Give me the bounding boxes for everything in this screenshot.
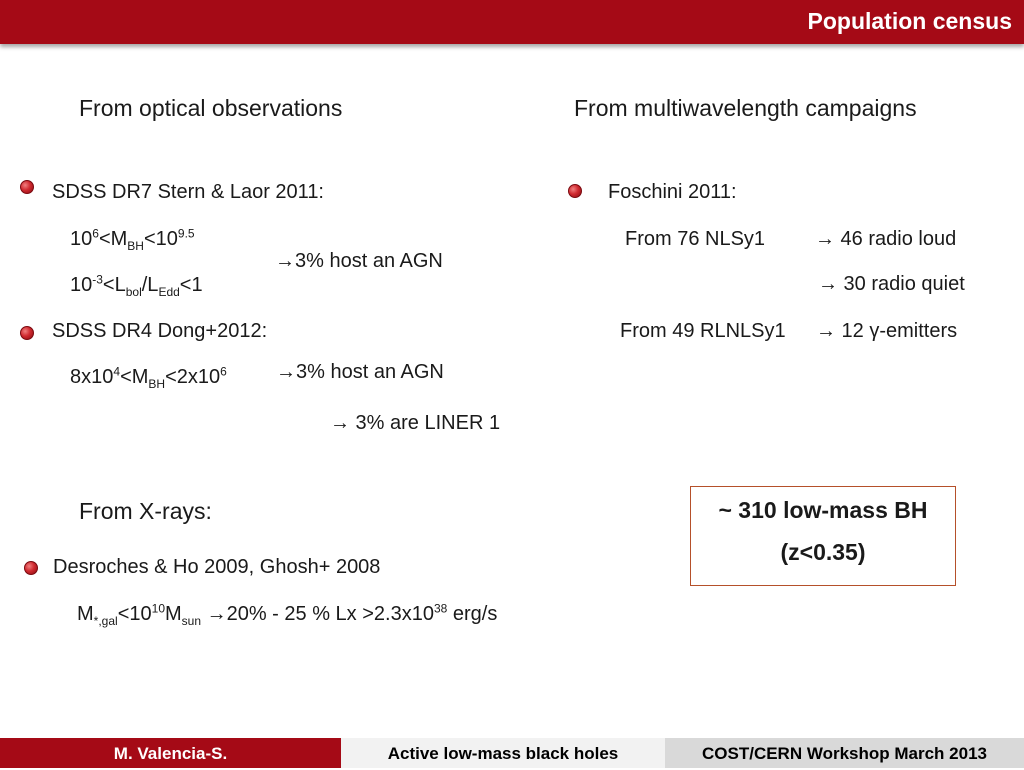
bullet-icon (568, 184, 582, 198)
arrow-icon: → (816, 320, 836, 342)
sdss4-mass-range: $8x10^4<M_{BH}<2x10^6$ (70, 364, 227, 391)
nlsy1-count: From 76 NLSy1 (625, 228, 766, 250)
radio-loud-result: → 46 radio loud (815, 228, 957, 250)
sdss7-label: SDSS DR7 Stern & Laor 2011: (52, 181, 324, 203)
bullet-icon (24, 561, 38, 575)
footer-event: COST/CERN Workshop March 2013 (665, 738, 1024, 768)
footer-author: M. Valencia-S. (0, 738, 341, 768)
bullet-icon (20, 180, 34, 194)
summary-box (690, 486, 956, 586)
arrow-icon: → (206, 603, 227, 625)
sdss7-result: →3% host an AGN (275, 250, 443, 272)
gamma-emitters-result: → 12 γ-emitters (816, 320, 958, 342)
slide-title: Population census (807, 8, 1012, 34)
rlnlsy1-count: From 49 RLNLSy1 (620, 320, 786, 342)
sdss4-result-agn: →3% host an AGN (276, 361, 444, 383)
xrays-stats: $M_{*,gal}<10^{10}M_{sun} \to 20\% - 25$ % $Lx >2.3x10^{38}$ erg/s (77, 601, 498, 628)
header-bar (0, 0, 1024, 44)
sdss7-lum-range: $10^{-3}<L_{bol}/L_{Edd}<1$ (70, 272, 203, 299)
arrow-icon: → (818, 273, 838, 295)
radio-quiet-result: → 30 radio quiet (818, 273, 965, 295)
bullet-icon (20, 326, 34, 340)
arrow-icon: → (275, 250, 295, 272)
arrow-icon: → (276, 361, 296, 383)
footer-bar (0, 738, 1024, 768)
sdss4-label: SDSS DR4 Dong+2012: (52, 320, 268, 342)
xrays-label: Desroches & Ho 2009, Ghosh+ 2008 (53, 556, 381, 578)
xrays-heading: From X-rays: (79, 498, 212, 524)
sdss7-mass-range: $10^6<M_{BH}<10^{9.5}$ (70, 226, 195, 253)
footer-topic: Active low-mass black holes (341, 738, 665, 768)
optical-heading: From optical observations (79, 95, 343, 121)
arrow-icon: → (330, 412, 350, 434)
summary-redshift: (z<0.35) (780, 539, 866, 565)
sdss4-result-liner: → 3% are LINER 1 (330, 412, 501, 434)
multi-heading: From multiwavelength campaigns (574, 95, 917, 121)
summary-count: ~ 310 low-mass BH (718, 497, 928, 523)
arrow-icon: → (815, 228, 835, 250)
foschini-label: Foschini 2011: (608, 181, 737, 203)
